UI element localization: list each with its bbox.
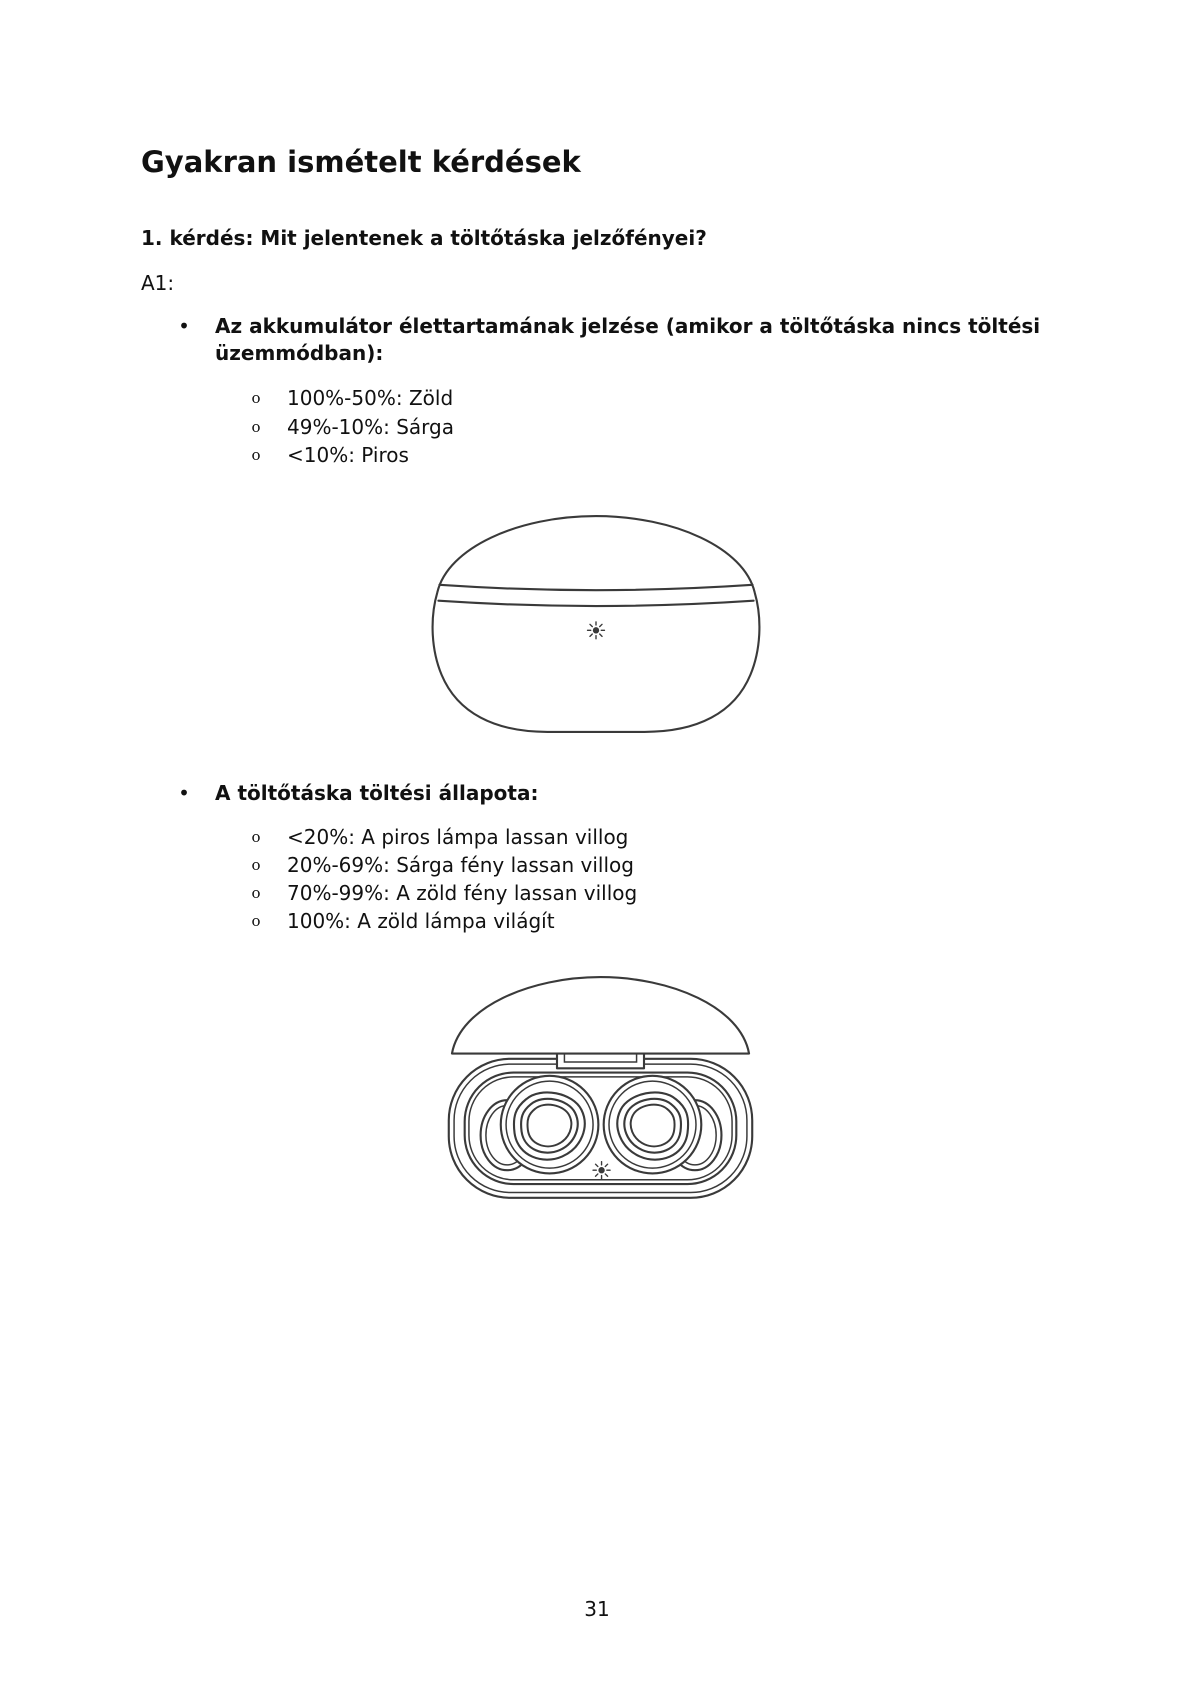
question-heading: 1. kérdés: Mit jelentenek a töltőtáska jelzőfényei? — [141, 226, 707, 250]
right-earbud — [604, 1076, 722, 1174]
sub-bullet-marker: o — [251, 884, 261, 902]
list-item-text: 100%: A zöld lámpa világít — [287, 909, 555, 933]
sub-bullet-marker: o — [251, 417, 261, 436]
section-heading-battery-level: Az akkumulátor élettartamának jelzése (amikor a töltőtáska nincs töltési üzemmódban): — [215, 314, 1041, 365]
sub-bullet-marker: o — [251, 828, 261, 846]
charging-status-list — [246, 823, 637, 935]
list-item-text: 49%-10%: Sárga — [287, 414, 454, 439]
battery-level-list — [246, 384, 454, 470]
page-title: Gyakran ismételt kérdések — [141, 145, 581, 179]
list-item-text: 100%-50%: Zöld — [287, 386, 454, 411]
case-hinge — [557, 1054, 644, 1069]
list-item-text: <10%: Piros — [287, 443, 409, 468]
list-item — [246, 907, 637, 935]
closed-charging-case-illustration — [430, 514, 762, 734]
bullet-marker: • — [178, 781, 190, 805]
answer-label: A1: — [141, 271, 175, 295]
left-earbud — [481, 1076, 599, 1174]
bullet-marker: • — [178, 314, 190, 338]
case-lid — [452, 977, 749, 1053]
lid-seam-line — [439, 585, 752, 590]
sun-icon — [593, 1162, 610, 1179]
list-item — [246, 384, 454, 413]
list-item — [246, 851, 637, 879]
sub-bullet-marker: o — [251, 912, 261, 930]
list-item-text: <20%: A piros lámpa lassan villog — [287, 825, 629, 849]
sun-icon — [588, 622, 605, 639]
list-item — [246, 823, 637, 851]
page-number: 31 — [584, 1597, 610, 1621]
sub-bullet-marker: o — [251, 856, 261, 874]
open-charging-case-illustration — [445, 975, 756, 1201]
section-heading-charging-status: A töltőtáska töltési állapota: — [215, 781, 539, 805]
list-item-text: 70%-99%: A zöld fény lassan villog — [287, 881, 638, 905]
sub-bullet-marker: o — [251, 446, 261, 465]
list-item — [246, 879, 637, 907]
list-item — [246, 413, 454, 442]
sub-bullet-marker: o — [251, 389, 261, 408]
list-item — [246, 441, 454, 470]
list-item-text: 20%-69%: Sárga fény lassan villog — [287, 853, 634, 877]
body-top-line — [438, 601, 753, 606]
